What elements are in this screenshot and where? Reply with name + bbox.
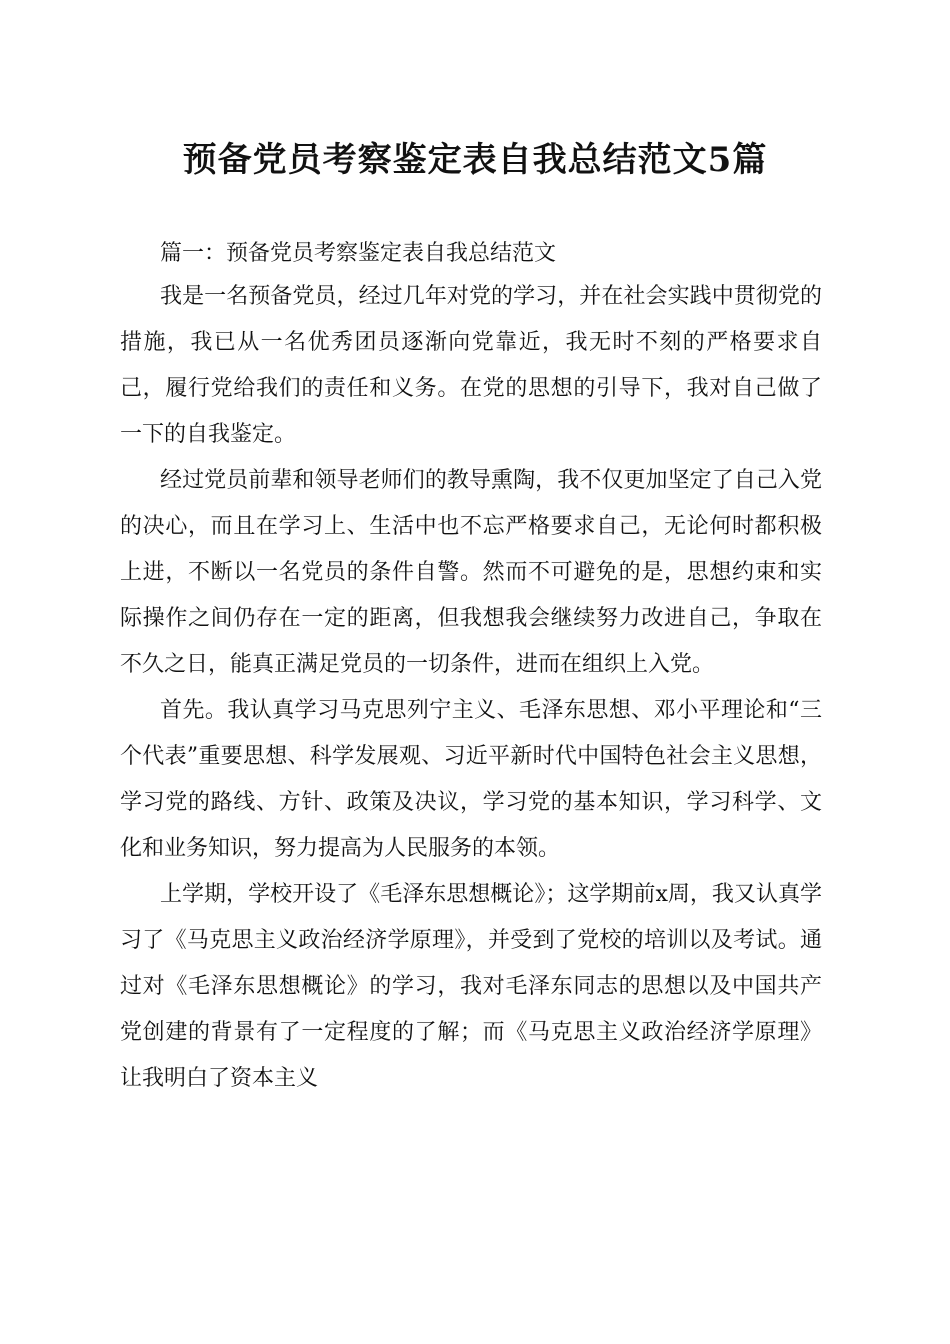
paragraph: 经过党员前辈和领导老师们的教导熏陶，我不仅更加坚定了自己入党的决心，而且在学习上、生活中也不忘严格要求自己，无论何时都积极上进，不断以一名党员的条件自警。然而不可避免的是，思想约束和实际操作之间仍存在一定的距离，但我想我会继续努力改进自己，争取在不久之日，能真正满足党员的一切条件，进而在组织上入党。 xyxy=(120,468,822,677)
paragraph: 我是一名预备党员，经过几年对党的学习，并在社会实践中贯彻党的措施，我已从一名优秀团员逐渐向党靠近，我无时不刻的严格要求自己，履行党给我们的责任和义务。在党的思想的引导下，我对自己做了一下的自我鉴定。 xyxy=(120,284,822,447)
document-body xyxy=(120,233,822,1102)
section-heading: 篇一：预备党员考察鉴定表自我总结范文 xyxy=(160,241,557,266)
document-title: 预备党员考察鉴定表自我总结范文5篇 xyxy=(182,140,768,180)
paragraph: 首先。我认真学习马克思列宁主义、毛泽东思想、邓小平理论和“三个代表”重要思想、科学发展观、习近平新时代中国特色社会主义思想，学习党的路线、方针、政策及决议，学习党的基本知识，学习科学、文化和业务知识，努力提高为人民服务的本领。 xyxy=(120,698,822,861)
paragraph: 上学期，学校开设了《毛泽东思想概论》；这学期前x周，我又认真学习了《马克思主义政治经济学原理》，并受到了党校的培训以及考试。通过对《毛泽东思想概论》的学习，我对毛泽东同志的思想以及中国共产党创建的背景有了一定程度的了解；而《马克思主义政治经济学原理》让我明白了资本主义 xyxy=(120,882,822,1091)
